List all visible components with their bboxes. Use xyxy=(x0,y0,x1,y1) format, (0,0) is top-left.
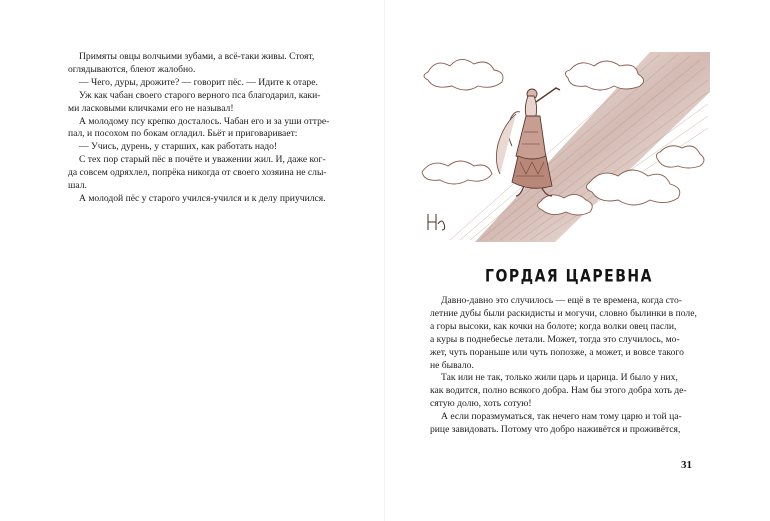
text-line: — Чего, дуры, дрожите? — говорит пёс. — Идите к отаре. xyxy=(79,76,318,88)
text-line: шал. xyxy=(68,180,87,192)
text-line: ми ласковыми кличками его не называл! xyxy=(68,102,234,114)
text-line: а куры в поднебесье летали. Может, тогда это случилось, мо- xyxy=(430,333,680,345)
text-line: А молодой пёс у старого учился-учился и к делу приучился. xyxy=(79,192,326,204)
page-gutter xyxy=(384,0,385,521)
text-line: как водится, полно всякого добра. Нам бы этого добра хоть де- xyxy=(430,385,687,397)
paragraph xyxy=(68,90,344,116)
text-line: Так или не так, только жили царь и царица. И было у них, xyxy=(441,372,678,384)
illustrator-signature xyxy=(428,214,445,230)
paragraph xyxy=(68,141,344,154)
text-line: — Учись, дурень, у старших, как работать надо! xyxy=(79,141,278,153)
text-line: жет, чуть пораньше или чуть попозже, а может, и вовсе такого xyxy=(430,346,684,358)
text-line: летние дубы были раскидисты и могучи, словно былинки в поле, xyxy=(430,307,697,319)
paragraph xyxy=(68,77,344,90)
text-line: а горы высоки, как кочки на болоте; когда волки овец пасли, xyxy=(430,320,677,332)
paragraph xyxy=(68,51,344,77)
page-number: 31 xyxy=(681,459,692,471)
text-line: сятую долю, хоть сотую! xyxy=(430,398,532,410)
princess-figure xyxy=(496,88,560,196)
text-line: Примяты овцы волчьими зубами, а всё-таки живы. Стоят, xyxy=(79,51,315,62)
text-line: да совсем одряхлел, попрёка никогда от своего хозяина не слы- xyxy=(68,167,327,179)
paragraph xyxy=(430,295,708,372)
right-page-text xyxy=(430,295,708,437)
text-line: А молодому псу крепко досталось. Чабан его и за уши оттре- xyxy=(79,115,330,127)
paragraph xyxy=(68,193,344,206)
paragraph xyxy=(68,154,344,193)
princess-illustration xyxy=(420,52,710,242)
text-line: рице завидовать. Потому что добро наживётся и проживётся, xyxy=(430,424,681,436)
text-line: Давно-давно это случилось — ещё в те времена, когда сто- xyxy=(441,295,682,306)
text-line: С тех пор старый пёс в почёте и уважении жил. И, даже ког- xyxy=(79,154,326,166)
text-line: не бывало. xyxy=(430,359,474,371)
chapter-title: ГОРДАЯ ЦАРЕВНА xyxy=(485,267,653,287)
paragraph xyxy=(430,372,708,411)
text-line: оглядываются, блеют жалобно. xyxy=(68,63,196,75)
text-line: Уж как чабан своего старого верного пса благодарил, каки- xyxy=(79,89,321,101)
text-line: А если поразмуматься, так нечего нам тому царю и той ца- xyxy=(441,411,682,423)
text-line: пал, и посохом по бокам огладил. Бьёт и приговаривает: xyxy=(68,128,298,140)
left-page-text xyxy=(68,51,344,206)
paragraph xyxy=(68,116,344,142)
paragraph xyxy=(430,411,708,437)
